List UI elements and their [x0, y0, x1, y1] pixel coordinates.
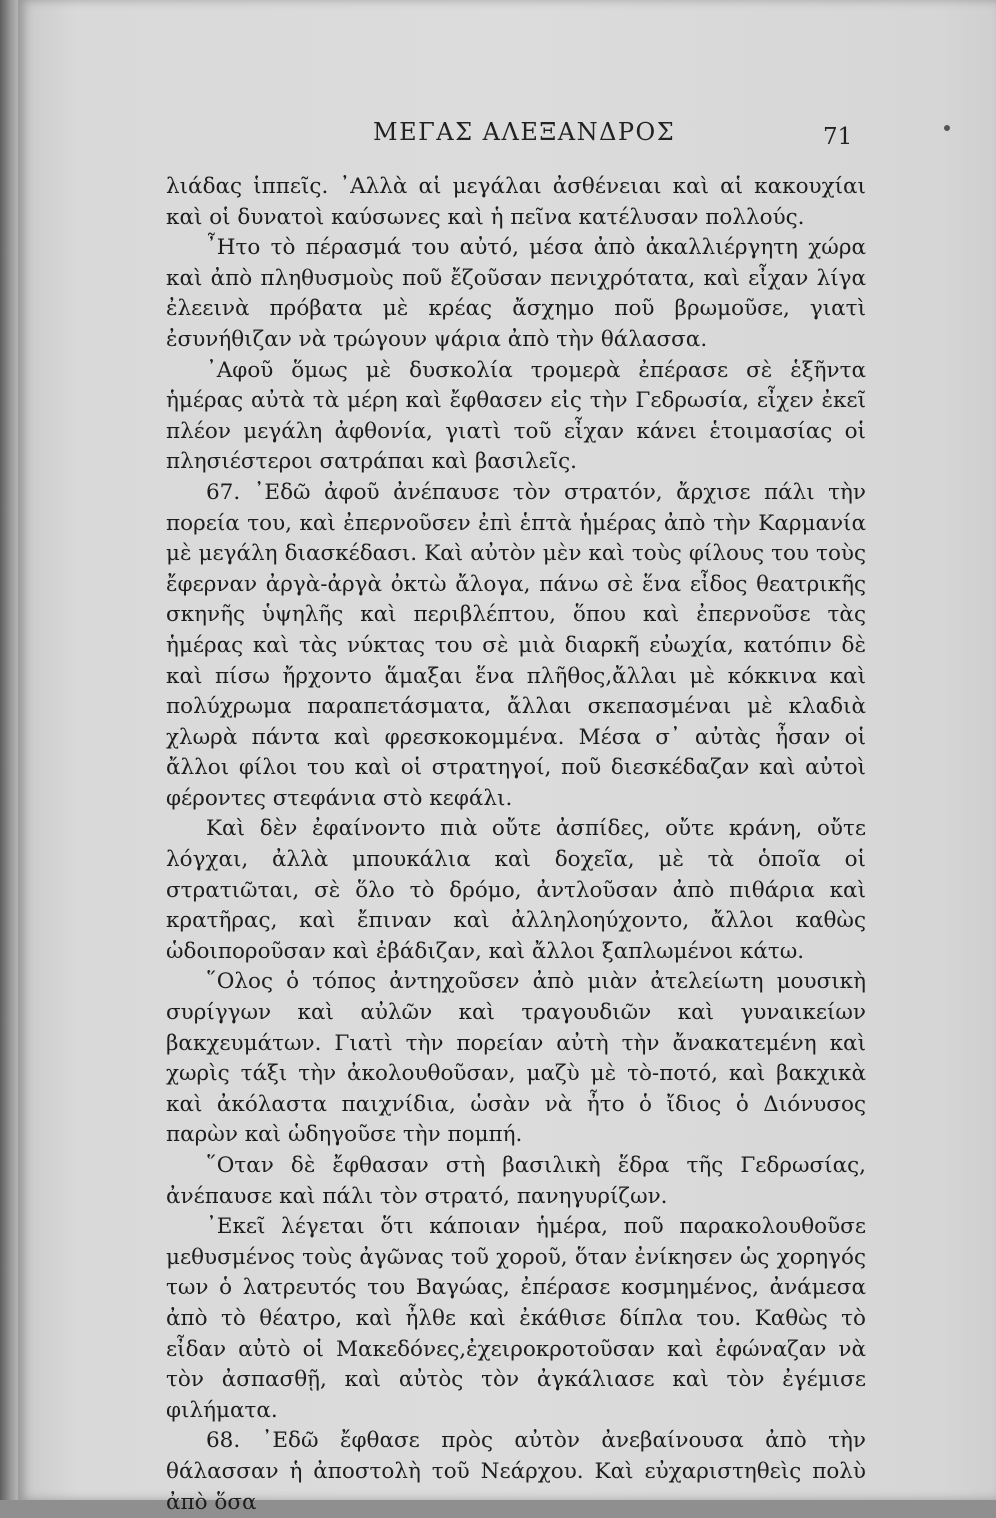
ink-speck: [944, 125, 950, 131]
paragraph-continued: λιάδας ἱππεῖς. ᾿Αλλὰ αἱ μεγάλαι ἀσθένειαι καὶ αἱ κακουχίαι καὶ οἱ δυνατοὶ καύσωνες καὶ ἡ πεῖνα κατέλυσαν πολλούς.: [166, 174, 866, 230]
paragraph: ῏Ητο τὸ πέρασμά του αὐτό, μέσα ἀπὸ ἀκαλλιέργητη χώρα καὶ ἀπὸ πληθυσμοὺς ποῦ ἔζοῦσαν πενιχρότατα, καὶ εἶχαν λίγα ἐλεεινὰ πρόβατα μὲ κρέας ἄσχημο ποῦ βρωμοῦσε, γιατὶ ἐσυνήθιζαν νὰ τρώγουν ψάρια ἀπὸ τὴν θάλασσα.: [166, 235, 866, 352]
paragraph: Καὶ δὲν ἐφαίνοντο πιὰ οὔτε ἀσπίδες, οὔτε κράνη, οὔτε λόγχαι, ἀλλὰ μπουκάλια καὶ δοχεῖα, μὲ τὰ ὁποῖα οἱ στρατιῶται, σὲ ὅλο τὸ δρόμο, ἀντλοῦσαν ἀπὸ πιθάρια καὶ κρατῆρας, καὶ ἔπιναν καὶ ἀλληλοηύχοντο, ἄλλοι καθὼς ὡδοιποροῦσαν καὶ ἐβάδιζαν, καὶ ἄλλοι ξαπλωμένοι κάτω.: [166, 816, 866, 964]
paragraph: ᾿Εκεῖ λέγεται ὅτι κάποιαν ἡμέρα, ποῦ παρακολουθοῦσε μεθυσμένος τοὺς ἀγῶνας τοῦ χοροῦ, ὅταν ἐνίκησεν ὡς χορηγός των ὁ λατρευτός του Βαγώας, ἐπέρασε κοσμημένος, ἀνάμεσα ἀπὸ τὸ θέατρο, καὶ ἦλθε καὶ ἐκάθισε δίπλα του. Καθὼς τὸ εἶδαν αὐτὸ οἱ Μακεδόνες,ἐχειροκροτοῦσαν καὶ ἐφώναζαν νὰ τὸν ἀσπασθῇ, καὶ αὐτὸς τὸν ἀγκάλιασε καὶ τὸν ἐγέμισε φιλήματα.: [166, 1214, 866, 1423]
paragraph: ᾿Αφοῦ ὅμως μὲ δυσκολία τρομερὰ ἐπέρασε σὲ ἑξῆντα ἡμέρας αὐτὰ τὰ μέρη καὶ ἔφθασεν εἰς τὴν Γεδρωσία, εἶχεν ἐκεῖ πλέον μεγάλη ἀφθονία, γιατὶ τοῦ εἶχαν κάνει ἑτοιμασίας οἱ πλησιέστεροι σατράπαι καὶ βασιλεῖς.: [166, 357, 866, 475]
book-spine-shadow: [0, 0, 18, 1500]
paragraph: ῞Οταν δὲ ἔφθασαν στὴ βασιλικὴ ἕδρα τῆς Γεδρωσίας, ἀνέπαυσε καὶ πάλι τὸν στρατό, πανηγυρίζων.: [166, 1153, 866, 1209]
running-title: ΜΕΓΑΣ ΑΛΕΞΑΝΔΡΟΣ: [373, 118, 676, 146]
book-page: [18, 0, 996, 1515]
paragraph-section-67: 67. ᾿Εδῶ ἀφοῦ ἀνέπαυσε τὸν στρατόν, ἄρχισε πάλι τὴν πορεία του, καὶ ἐπερνοῦσεν ἐπὶ ἑπτὰ ἡμέρας ἀπὸ τὴν Καρμανία μὲ μεγάλη διασκέδασι. Καὶ αὐτὸν μὲν καὶ τοὺς φίλους του τοὺς ἔφερναν ἀργὰ-ἀργὰ ὀκτὼ ἄλογα, πάνω σὲ ἕνα εἶδος θεατρικῆς σκηνῆς ὑψηλῆς καὶ περιβλέπτου, ὅπου καὶ ἐπερνοῦσε τὰς ἡμέρας καὶ τὰς νύκτας του σὲ μιὰ διαρκῆ εὐωχία, κατόπιν δὲ καὶ πίσω ἤρχοντο ἅμαξαι ἕνα πλῆθος,ἄλλαι μὲ κόκκινα καὶ πολύχρωμα παραπετάσματα, ἄλλαι σκεπασμέναι μὲ κλαδιὰ χλωρὰ πάντα καὶ φρεσκοκομμένα. Μέσα σ᾿ αὐτὰς ἦσαν οἱ ἄλλοι φίλοι του καὶ οἱ στρατηγοί, ποῦ διεσκέδαζαν καὶ αὐτοὶ φέροντες στεφάνια στὸ κεφάλι.: [166, 479, 866, 811]
paragraph-section-68: 68. ᾿Εδῶ ἔφθασε πρὸς αὐτὸν ἀνεβαίνουσα ἀπὸ τὴν θάλασσαν ἡ ἀποστολὴ τοῦ Νεάρχου. Καὶ εὐχαριστηθεὶς πολὺ ἀπὸ ὅσα: [166, 1428, 866, 1515]
page-number: 71: [823, 124, 853, 150]
body-text: [166, 172, 866, 1518]
paragraph: ῞Ολος ὁ τόπος ἀντηχοῦσεν ἀπὸ μιὰν ἀτελείωτη μουσικὴ συρίγγων καὶ αὐλῶν καὶ τραγουδιῶν καὶ γυναικείων βακχευμάτων. Γιατὶ τὴν πορείαν αὐτὴ τὴν ἄνακατεμένη καὶ χωρὶς τάξι τὴν ἀκολουθοῦσαν, μαζὺ μὲ τὸ-ποτό, καὶ βακχικὰ καὶ ἀκόλαστα παιχνίδια, ὡσὰν νὰ ἦτο ὁ ἴδιος ὁ Διόνυσος παρὼν καὶ ὡδηγοῦσε τὴν πομπή.: [166, 969, 866, 1148]
